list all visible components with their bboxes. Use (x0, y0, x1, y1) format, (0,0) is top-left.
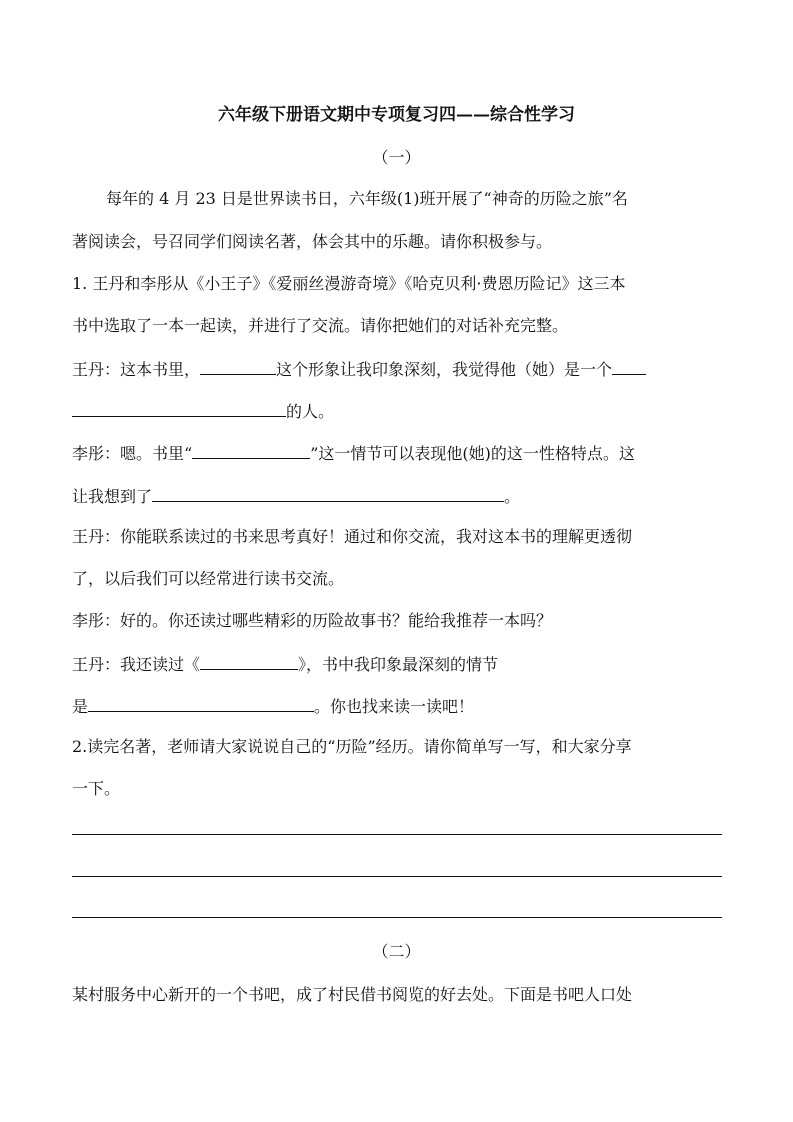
dialogue-text: 让我想到了 (72, 487, 153, 506)
dialogue-text: 。 (504, 487, 521, 506)
question-1-line-2: 书中选取了一本一起读，并进行了交流。请你把她们的对话补充完整。 (72, 316, 569, 335)
dialogue-litong-2: 李彤：好的。你还读过哪些精彩的历险故事书？能给我推荐一本吗？ (72, 611, 553, 630)
dialogue-text: 。你也找来读一读吧！ (314, 697, 475, 716)
dialogue-wangdan-1 (72, 357, 722, 381)
dialogue-text: 的人。 (286, 402, 335, 421)
writing-line-3[interactable] (72, 917, 722, 918)
dialogue-text: 这个形象让我印象深刻，我觉得他（她）是一个 (276, 360, 613, 379)
answer-blank-character[interactable] (200, 357, 276, 375)
section-2-line-1: 某村服务中心新开的一个书吧，成了村民借书阅览的好去处。下面是书吧人口处 (72, 985, 633, 1004)
dialogue-wangdan-2-line-1: 王丹：你能联系读过的书来思考真好！通过和你交流，我对这本书的理解更透彻 (72, 527, 633, 546)
dialogue-litong-1 (72, 441, 722, 465)
intro-line-1: 每年的 4 月 23 日是世界读书日，六年级(1)班开展了“神奇的历险之旅”名 (106, 189, 628, 208)
dialogue-wangdan-3 (72, 652, 722, 676)
dialogue-text: 李彤：嗯。书里“ (72, 444, 193, 463)
question-2-line-1: 2.读完名著，老师请大家说说自己的“历险”经历。请你简单写一写，和大家分享 (72, 737, 632, 756)
dialogue-wangdan-2-line-2: 了，以后我们可以经常进行读书交流。 (72, 569, 345, 588)
dialogue-litong-1-cont (72, 484, 722, 508)
question-1-line-1: 1. 王丹和李彤从《小王子》《爱丽丝漫游奇境》《哈克贝利·费恩历险记》这三本 (72, 274, 626, 293)
question-2-line-2: 一下。 (72, 779, 121, 798)
intro-line-2: 著阅读会，号召同学们阅读名著，体会其中的乐趣。请你积极参与。 (72, 232, 553, 251)
answer-blank-trait[interactable] (72, 399, 286, 417)
answer-blank-favorite-plot[interactable] (88, 694, 314, 712)
page-title: 六年级下册语文期中专项复习四——综合性学习 (218, 105, 575, 125)
dialogue-wangdan-3-cont (72, 694, 722, 718)
answer-blank-plot[interactable] (192, 441, 310, 459)
dialogue-text: ”这一情节可以表现他(她)的这一性格特点。这 (310, 444, 635, 463)
dialogue-text: 王丹：这本书里， (72, 360, 201, 379)
section-2-heading: （二） (372, 942, 421, 961)
answer-blank-trait-start[interactable] (612, 357, 646, 375)
answer-blank-book-title[interactable] (200, 652, 298, 670)
answer-blank-association[interactable] (152, 484, 504, 502)
dialogue-text: 是 (72, 697, 89, 716)
writing-line-1[interactable] (72, 834, 722, 835)
section-1-heading: （一） (372, 148, 421, 167)
dialogue-text: 王丹：我还读过《 (72, 655, 201, 674)
writing-line-2[interactable] (72, 876, 722, 877)
dialogue-text: 》，书中我印象最深刻的情节 (298, 655, 499, 674)
dialogue-wangdan-1-cont (72, 399, 722, 423)
